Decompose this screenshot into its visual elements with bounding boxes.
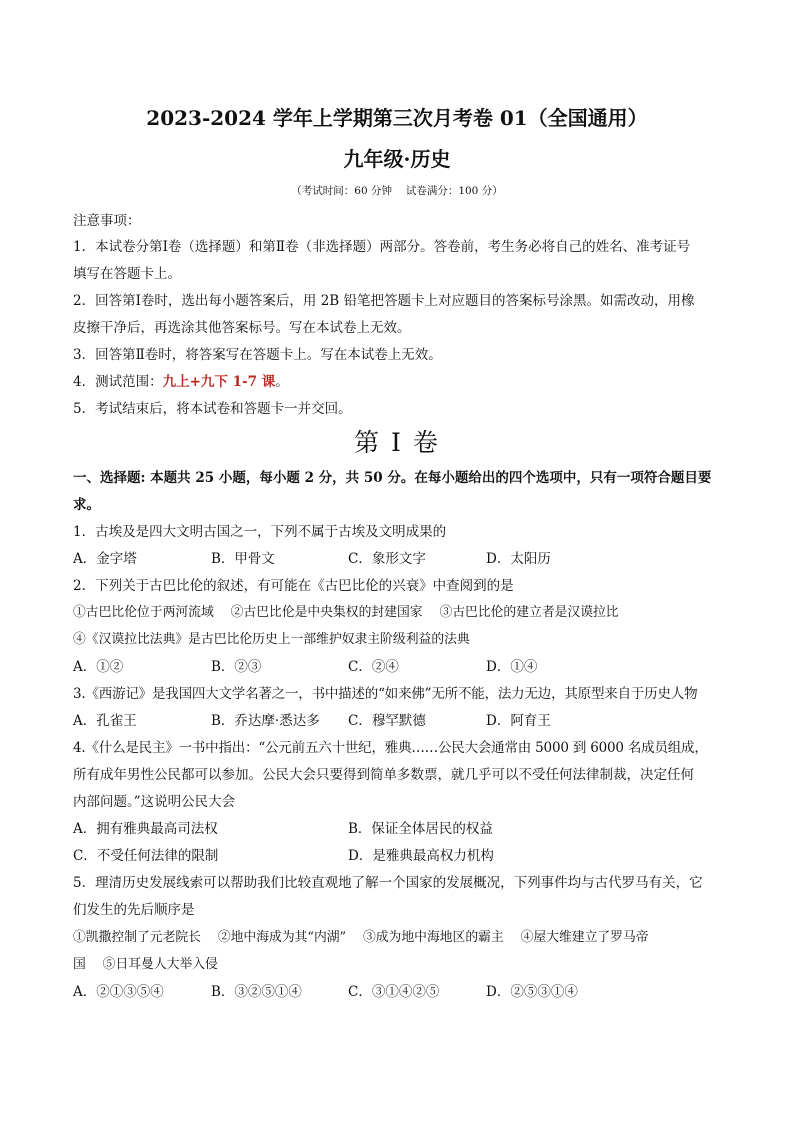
q5-option-c: C．③①④②⑤ xyxy=(348,984,440,1000)
q1-stem: 1．古埃及是四大文明古国之一，下列不属于古埃及文明成果的 xyxy=(73,524,447,540)
q2-statements-1: ①古巴比伦位于两河流域 ②古巴比伦是中央集权的封建国家 ③古巴比伦的建立者是汉谟拉比 xyxy=(73,605,619,620)
notice-item-4-suffix: 。 xyxy=(275,374,289,390)
notice-item-4 xyxy=(73,372,733,392)
instructions-text: : 本题共 25 小题，每小题 2 分，共 50 分。在每小题给出的四个选项中，只有一项符合题目要 xyxy=(140,470,712,486)
instructions xyxy=(73,468,733,488)
q2-stem: 2．下列关于古巴比伦的叙述，有可能在《古巴比伦的兴衰》中查阅到的是 xyxy=(73,578,514,594)
q4-stem-cont-2: 内部问题。”这说明公民大会 xyxy=(73,794,236,810)
section-title: 第 I 卷 xyxy=(354,428,440,457)
q1-option-d: D．太阳历 xyxy=(486,551,551,567)
q3-option-b: B．乔达摩·悉达多 xyxy=(211,713,320,729)
test-range: 九上+九下 1-7 课 xyxy=(162,374,276,390)
q5-option-b: B．③②⑤①④ xyxy=(211,984,302,1000)
q4-option-c: C．不受任何法律的限制 xyxy=(73,848,219,864)
q5-option-a: A．②①③⑤④ xyxy=(73,984,164,1000)
q2-option-a: A．①② xyxy=(73,659,124,675)
q4-option-b: B．保证全体居民的权益 xyxy=(348,821,493,837)
exam-subtitle: 九年级·历史 xyxy=(343,147,451,171)
exam-meta: （考试时间：60 分钟 试卷满分：100 分） xyxy=(291,185,503,197)
instructions-cont: 求。 xyxy=(73,497,100,513)
exam-title: 2023-2024 学年上学期第三次月考卷 01（全国通用） xyxy=(146,106,648,130)
notice-item-1: 1．本试卷分第Ⅰ卷（选择题）和第Ⅱ卷（非选择题）两部分。答卷前，考生务必将自己的姓名、准考证号 xyxy=(73,239,691,255)
q5-statements-1: ①凯撒控制了元老院长 ②地中海成为其“内湖” ③成为地中海地区的霸主 ④屋大维建立了罗马帝 xyxy=(73,930,649,945)
q5-statements-2: 国 ⑤日耳曼人大举入侵 xyxy=(73,957,218,972)
q4-stem: 4.《什么是民主》一书中指出：“公元前五六十世纪，雅典……公民大会通常由 5000 到 6000 名成员组成， xyxy=(73,740,708,756)
instructions-heading: 一、选择题 xyxy=(73,470,141,486)
q2-option-c: C．②④ xyxy=(348,659,399,675)
q2-option-b: B．②③ xyxy=(211,659,262,675)
q4-stem-cont-1: 所有成年男性公民都可以参加。公民大会只要得到简单多数票，就几乎可以不受任何法律制裁，决定任何 xyxy=(73,767,694,783)
q1-option-c: C．象形文字 xyxy=(348,551,426,567)
q5-stem-cont: 们发生的先后顺序是 xyxy=(73,902,195,918)
q3-stem: 3.《西游记》是我国四大文学名著之一，书中描述的“如来佛”无所不能，法力无边，其原型来自于历史人物 xyxy=(73,686,698,702)
q1-option-a: A．金字塔 xyxy=(73,551,137,567)
notice-heading: 注意事项： xyxy=(73,213,141,229)
q5-option-d: D．②⑤③①④ xyxy=(486,984,578,1000)
notice-item-2-cont: 皮擦干净后，再选涂其他答案标号。写在本试卷上无效。 xyxy=(73,320,411,336)
q3-option-d: D．阿育王 xyxy=(486,713,551,729)
notice-item-2: 2．回答第Ⅰ卷时，选出每小题答案后，用 2B 铅笔把答题卡上对应题目的答案标号涂黑。如需改动，用橡 xyxy=(73,293,695,309)
q2-option-d: D．①④ xyxy=(486,659,538,675)
q3-option-c: C．穆罕默德 xyxy=(348,713,426,729)
notice-item-5: 5．考试结束后，将本试卷和答题卡一并交回。 xyxy=(73,401,352,417)
q5-stem: 5．理清历史发展线索可以帮助我们比较直观地了解一个国家的发展概况，下列事件均与古代罗马有关，它 xyxy=(73,875,703,891)
notice-item-1-cont: 填写在答题卡上。 xyxy=(73,266,181,282)
notice-item-3: 3．回答第Ⅱ卷时，将答案写在答题卡上。写在本试卷上无效。 xyxy=(73,347,442,363)
q1-option-b: B．甲骨文 xyxy=(211,551,275,567)
q4-option-a: A．拥有雅典最高司法权 xyxy=(73,821,218,837)
q2-statements-2: ④《汉谟拉比法典》是古巴比伦历史上一部维护奴隶主阶级利益的法典 xyxy=(73,632,470,647)
notice-item-4-prefix: 4．测试范围： xyxy=(73,374,163,390)
q4-option-d: D．是雅典最高权力机构 xyxy=(348,848,494,864)
q3-option-a: A．孔雀王 xyxy=(73,713,137,729)
